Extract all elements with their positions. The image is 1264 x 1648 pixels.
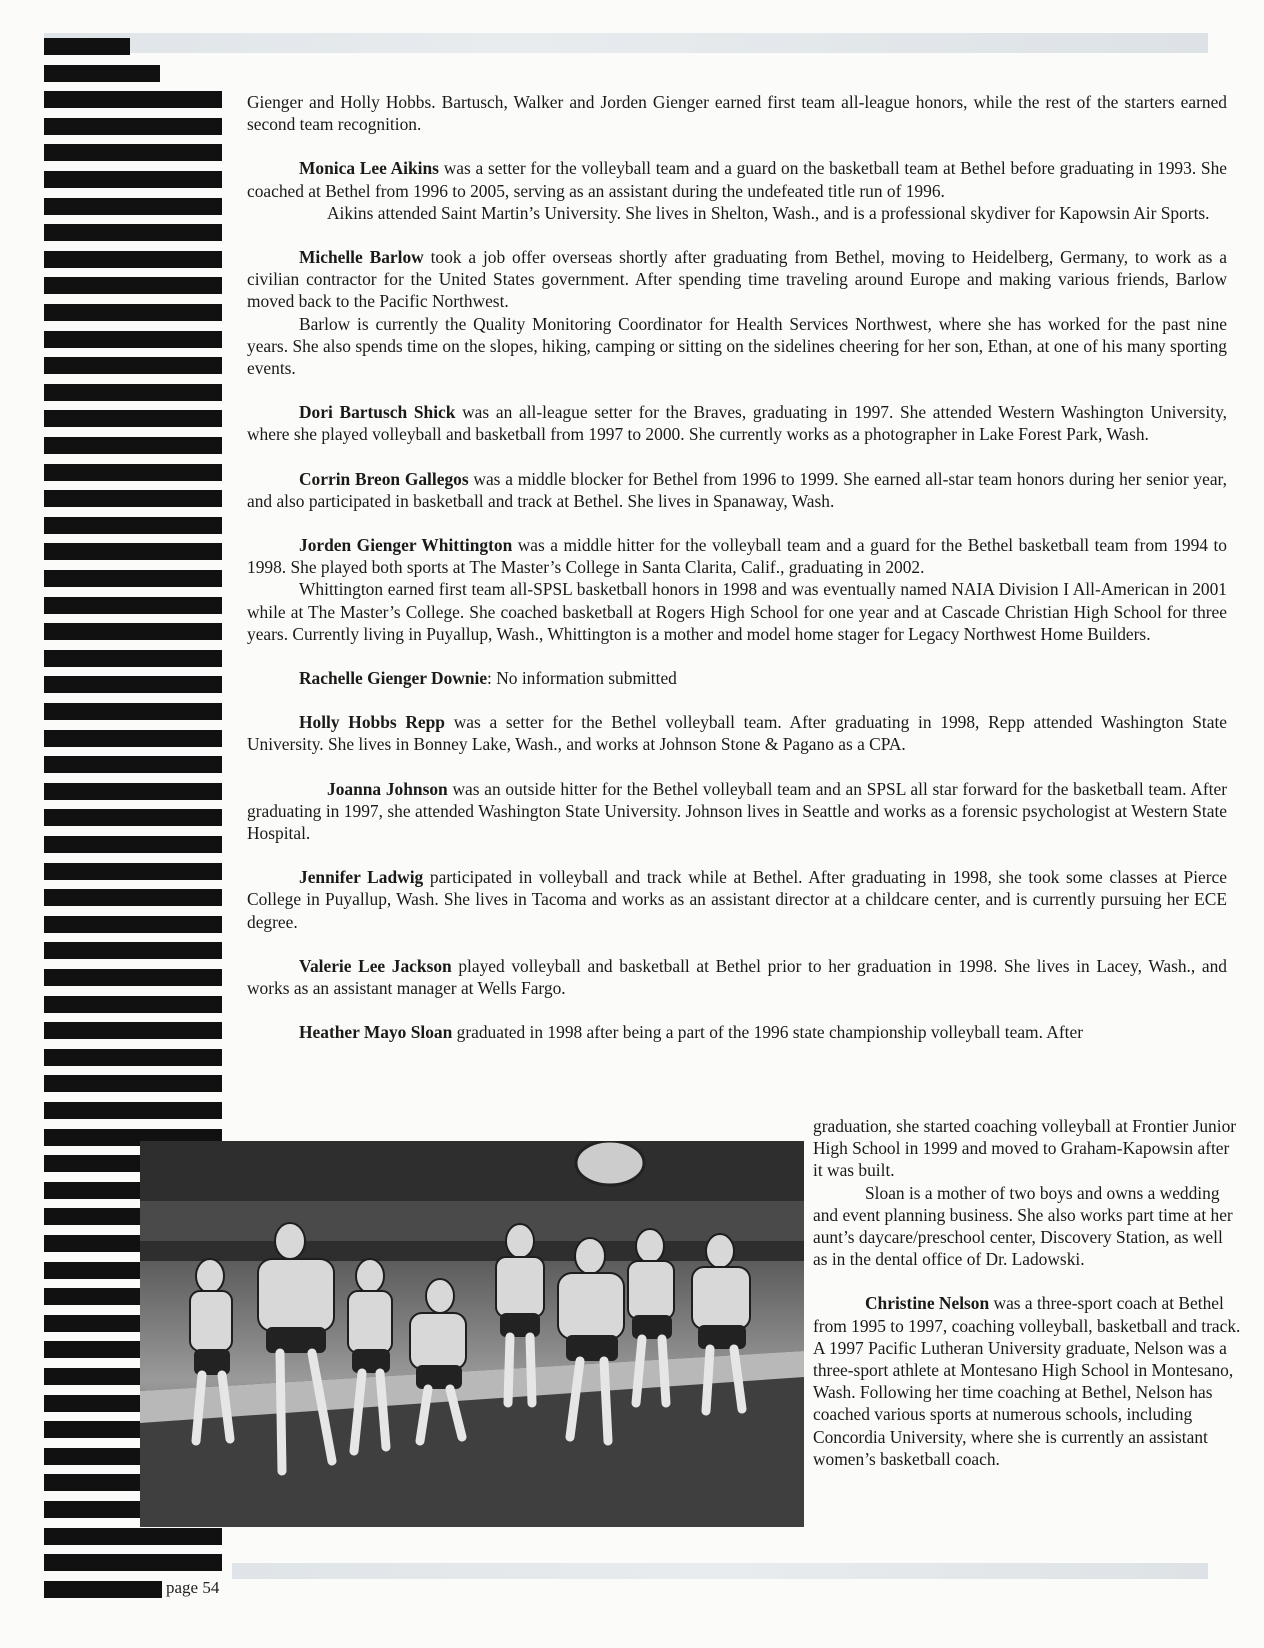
entry-name: Rachelle Gienger Downie xyxy=(299,668,488,689)
entry-sloan-continued: graduation, she started coaching volleyball at Frontier Junior High School in 1999 and moved to Graham-Kapowsin after it was built. Sloan is a mother of two boys and owns a wedding and event planning business. She also works part time at her aunt’s daycare/preschool center, Discovery Station, as well as in the dental office of Dr. Ladowski. xyxy=(813,1116,1237,1270)
stripe xyxy=(44,836,222,853)
stripe xyxy=(44,1102,222,1119)
entry-bartusch: Dori Bartusch Shick was an all-league setter for the Braves, graduating in 1997. She attended Western Washington University, where she played volleyball and basketball from 1997 to 2000. She currently works as a photographer in Lake Forest Park, Wash. xyxy=(247,402,1228,445)
stripe xyxy=(44,1049,222,1066)
stripe xyxy=(44,942,222,959)
stripe xyxy=(44,1075,222,1092)
stripe xyxy=(44,490,222,507)
stripe xyxy=(44,623,222,640)
entry-name: Holly Hobbs Repp xyxy=(299,712,445,733)
stripe xyxy=(44,517,222,534)
entry-nelson: Christine Nelson was a three-sport coach at Bethel from 1995 to 1997, coaching volleyball, basketball and track. A 1997 Pacific Lutheran University graduate, Nelson was a three-sport athlete at Montesano High School in Montesano, Wash. Following her time coaching at Bethel, Nelson has coached various sports at numerous schools, including Concordia University, where she is currently an assistant women’s basketball coach. xyxy=(813,1293,1241,1469)
stripe xyxy=(44,863,222,880)
stripe xyxy=(44,597,222,614)
entry-name: Heather Mayo Sloan xyxy=(299,1022,453,1043)
entry-name: Dori Bartusch Shick xyxy=(299,402,456,423)
entry-whittington: Jorden Gienger Whittington was a middle hitter for the volleyball team and a guard for the Bethel basketball team from 1994 to 1998. She played both sports at The Master’s College in Santa Clarita, Calif., graduating in 2002. xyxy=(247,535,1227,578)
stripe xyxy=(44,38,130,55)
entry-name: Joanna Johnson xyxy=(327,778,448,799)
stripe xyxy=(44,730,222,747)
page-number: page 54 xyxy=(166,1578,220,1597)
team-celebration-photo xyxy=(140,1141,804,1527)
wrapped-text-column xyxy=(813,1115,1241,1492)
bottom-decorative-bar xyxy=(232,1563,1208,1579)
stripe xyxy=(44,996,222,1013)
entry-name: Jennifer Ladwig xyxy=(299,867,424,888)
stripe xyxy=(44,198,222,215)
stripe xyxy=(44,277,222,294)
stripe xyxy=(44,410,222,427)
stripe xyxy=(44,543,222,560)
entry-sloan-lead: Heather Mayo Sloan graduated in 1998 after being a part of the 1996 state championship volleyball team. After xyxy=(299,1022,1083,1043)
stripe xyxy=(44,437,222,454)
entry-name: Jorden Gienger Whittington xyxy=(299,535,513,556)
entry-name: Christine Nelson xyxy=(865,1293,990,1314)
top-decorative-bar xyxy=(44,33,1208,53)
intro-paragraph: Gienger and Holly Hobbs. Bartusch, Walker and Jorden Gienger earned first team all-league honors, while the rest of the starters earned second team recognition. xyxy=(247,92,1227,135)
stripe xyxy=(44,1022,222,1039)
stripe xyxy=(44,783,222,800)
stripe xyxy=(44,1581,162,1598)
stripe xyxy=(44,357,222,374)
entry-barlow: Michelle Barlow took a job offer overseas shortly after graduating from Bethel, moving to Heidelberg, Germany, to work as a civilian contractor for the United States government. After spending time traveling around Europe and making various friends, Barlow moved back to the Pacific Northwest. xyxy=(247,247,1227,312)
stripe xyxy=(44,889,222,906)
stripe xyxy=(44,384,222,401)
stripe xyxy=(44,304,222,321)
entry-aikins: Monica Lee Aikins was a setter for the volleyball team and a guard on the basketball team at Bethel before graduating in 1993. She coached at Bethel from 1996 to 2005, serving as an assistant during the undefeated title run of 1996. xyxy=(247,158,1228,201)
stripe xyxy=(44,703,222,720)
stripe xyxy=(44,1554,222,1571)
stripe xyxy=(44,570,222,587)
entry-whittington-more: Whittington earned first team all-SPSL basketball honors in 1998 and was eventually named NAIA Division I All-American in 2001 while at The Master’s College. She coached basketball at Rogers High School for one year and at Cascade Christian High School for three years. Currently living in Puyallup, Wash., Whittington is a mother and model home stager for Legacy Northwest Home Builders. xyxy=(247,579,1227,644)
entry-barlow-more: Barlow is currently the Quality Monitoring Coordinator for Health Services Northwest, where she has worked for the past nine years. She also spends time on the slopes, hiking, camping or sitting on the sidelines cheering for her son, Ethan, at one of his many sporting events. xyxy=(247,313,1227,379)
stripe xyxy=(44,676,222,693)
entry-jackson: Valerie Lee Jackson played volleyball and basketball at Bethel prior to her graduation in 1998. She lives in Lacey, Wash., and works as an assistant manager at Wells Fargo. xyxy=(247,955,1227,999)
stripe xyxy=(44,650,222,667)
photo-illustration xyxy=(140,1141,804,1527)
entry-downie: Rachelle Gienger Downie: No information submitted xyxy=(299,668,677,689)
stripe xyxy=(44,464,222,481)
stripe xyxy=(44,171,222,188)
stripe xyxy=(44,809,222,826)
stripe xyxy=(44,331,222,348)
stripe xyxy=(44,969,222,986)
stripe xyxy=(44,1528,222,1545)
stripe xyxy=(44,224,222,241)
entry-name: Corrin Breon Gallegos xyxy=(299,468,469,489)
entry-ladwig: Jennifer Ladwig participated in volleyball and track while at Bethel. After graduating in 1998, she took some classes at Pierce College in Puyallup, Wash. She lives in Tacoma and works as an assistant director at a childcare center, and is currently pursuing her ECE degree. xyxy=(247,867,1227,932)
entry-aikins-more: Aikins attended Saint Martin’s University. She lives in Shelton, Wash., and is a professional skydiver for Kapowsin Air Sports. xyxy=(327,202,1210,223)
stripe xyxy=(44,251,222,268)
article-body xyxy=(247,91,1227,1066)
stripe xyxy=(44,756,222,773)
stripe xyxy=(44,916,222,933)
entry-name: Michelle Barlow xyxy=(299,247,424,268)
stripe xyxy=(44,144,222,161)
entry-name: Monica Lee Aikins xyxy=(299,158,439,179)
entry-johnson: Joanna Johnson was an outside hitter for the Bethel volleyball team and an SPSL all star forward for the basketball team. After graduating in 1997, she attended Washington State University. Johnson lives in Seattle and works as a forensic psychologist at Western State Hospital. xyxy=(247,778,1227,844)
entry-repp: Holly Hobbs Repp was a setter for the Bethel volleyball team. After graduating in 1998, Repp attended Washington State University. She lives in Bonney Lake, Wash., and works at Johnson Stone & Pagano as a CPA. xyxy=(247,712,1228,755)
stripe xyxy=(44,91,222,108)
entry-breon: Corrin Breon Gallegos was a middle blocker for Bethel from 1996 to 1999. She earned all-star team honors during her senior year, and also participated in basketball and track at Bethel. She lives in Spanaway, Wash. xyxy=(247,468,1227,511)
stripe xyxy=(44,65,160,82)
stripe xyxy=(44,118,222,135)
entry-name: Valerie Lee Jackson xyxy=(299,955,452,976)
